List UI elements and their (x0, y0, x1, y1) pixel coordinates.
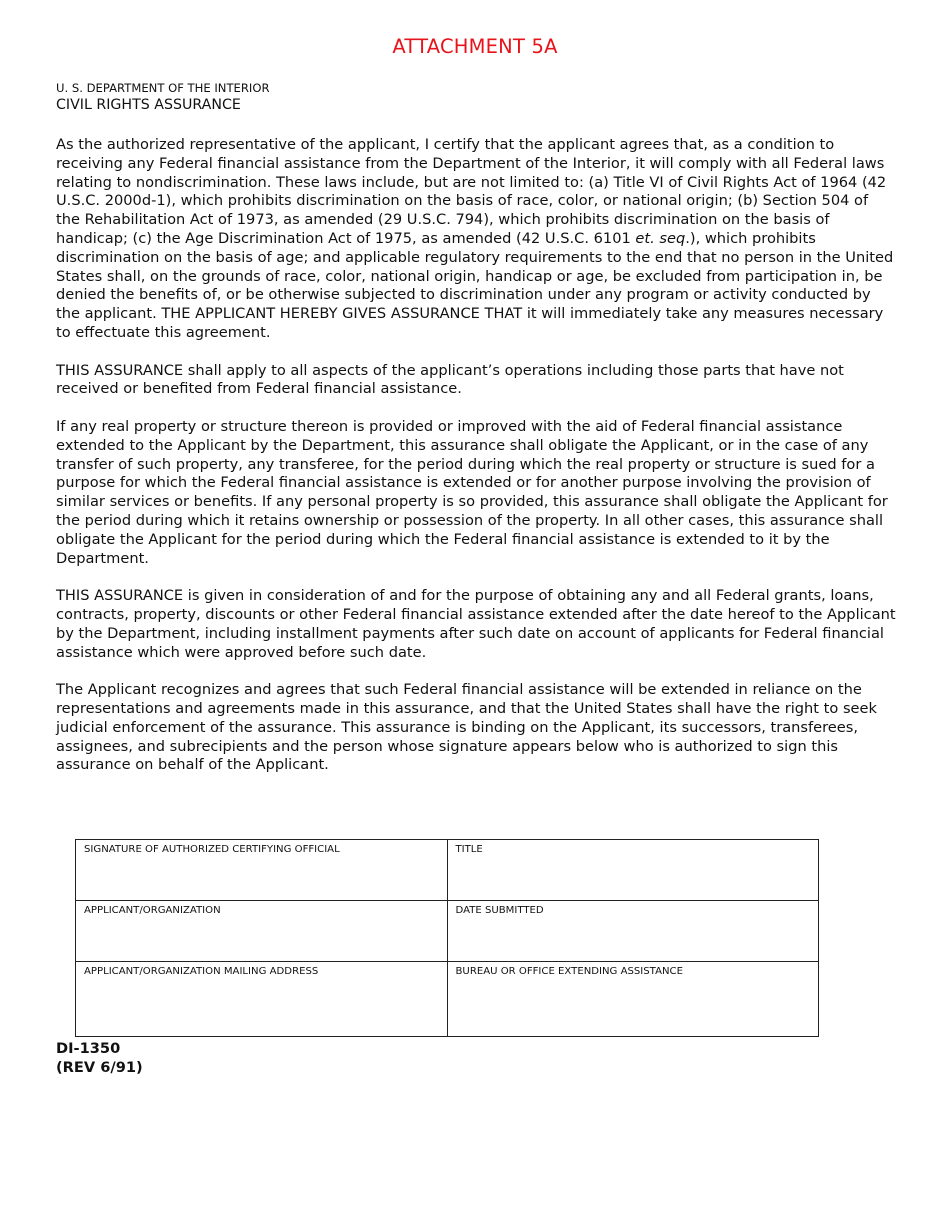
paragraph-property: If any real property or structure thereon is provided or improved with the aid of Federal financial assistance extended to the Applicant by the Department, this assurance shall obligate the Applicant, or in the case of any transfer of such property, any transferee, for the period during which the real property or structure is sued for a purpose for which the Federal financial assistance is extended or for another purpose involving the provision of similar services or benefits. If any personal property is so provided, this assurance shall obligate the Applicant for the period during which it retains ownership or possession of the property. In all other cases, this assurance shall obligate the Applicant for the period during which the Federal financial assistance is extended to it by the Department. (56, 417, 888, 567)
bureau-label: BUREAU OR OFFICE EXTENDING ASSISTANCE (455, 966, 683, 977)
paragraph-scope: THIS ASSURANCE shall apply to all aspects of the applicant’s operations including those parts that have not received or benefited from Federal financial assistance. (56, 361, 844, 398)
attachment-title: ATTACHMENT 5A (392, 35, 558, 58)
title-field[interactable] (447, 840, 819, 901)
paragraph-enforcement: The Applicant recognizes and agrees that such Federal financial assistance will be extended in reliance on the representations and agreements made in this assurance, and that the United States shall have the right to seek judicial enforcement of the assurance. This assurance is binding on the Applicant, its successors, transferees, assignees, and subrecipients and the person whose signature appears below who is authorized to sign this assurance on behalf of the Applicant. (56, 681, 877, 774)
form-revision: (REV 6/91) (56, 1058, 143, 1076)
form-title: CIVIL RIGHTS ASSURANCE (56, 97, 241, 113)
date-submitted-field[interactable] (447, 901, 819, 962)
signature-field[interactable] (76, 840, 448, 901)
organization-field[interactable] (76, 901, 448, 962)
address-row (76, 962, 819, 1037)
signature-row (76, 840, 819, 901)
mailing-address-field[interactable] (76, 962, 448, 1037)
organization-label: APPLICANT/ORGANIZATION (84, 905, 221, 916)
date-submitted-label: DATE SUBMITTED (455, 905, 544, 916)
paragraph-certification-italic: et. seq (635, 229, 686, 247)
form-number: DI-1350 (56, 1040, 121, 1057)
department-name: U. S. DEPARTMENT OF THE INTERIOR (56, 81, 270, 95)
paragraph-consideration: THIS ASSURANCE is given in consideration of and for the purpose of obtaining any and all Federal grants, loans, contracts, property, discounts or other Federal financial assistance extended after the date hereof to the Applicant by the Department, including installment payments after such date on account of applicants for Federal financial assistance which were approved before such date. (56, 587, 896, 661)
paragraph-certification-part-a: As the authorized representative of the applicant, I certify that the applicant agrees that, as a condition to receiving any Federal financial assistance from the Department of the Interior, it will comply with all Federal laws relating to nondiscrimination. These laws include, but are not limited to: (a) Title VI of Civil Rights Act of 1964 (42 U.S.C. 2000d-1), which prohibits discrimination on the basis of race, color, or national origin; (b) Section 504 of the Rehabilitation Act of 1973, as amended (29 U.S.C. 794), which prohibits discrimination on the basis of handicap; (c) the Age Discrimination Act of 1975, as amended (42 U.S.C. 6101 (56, 136, 887, 247)
assurance-body (56, 136, 896, 794)
title-label: TITLE (455, 844, 483, 855)
paragraph-certification (56, 136, 896, 343)
form-number-block (56, 1040, 143, 1077)
organization-row (76, 901, 819, 962)
bureau-field[interactable] (447, 962, 819, 1037)
paragraph-certification-part-b: .), which prohibits discrimination on the basis of age; and applicable regulatory requirements to the end that no person in the United States shall, on the grounds of race, color, national origin, handicap or age, be excluded from participation in, be denied the benefits of, or be otherwise subjected to discrimination under any program or activity conducted by the applicant. THE APPLICANT HEREBY GIVES ASSURANCE THAT it will immediately take any measures necessary to effectuate this agreement. (56, 229, 894, 341)
signature-table (75, 839, 819, 1037)
signature-label: SIGNATURE OF AUTHORIZED CERTIFYING OFFICIAL (84, 844, 340, 855)
mailing-address-label: APPLICANT/ORGANIZATION MAILING ADDRESS (84, 966, 319, 977)
